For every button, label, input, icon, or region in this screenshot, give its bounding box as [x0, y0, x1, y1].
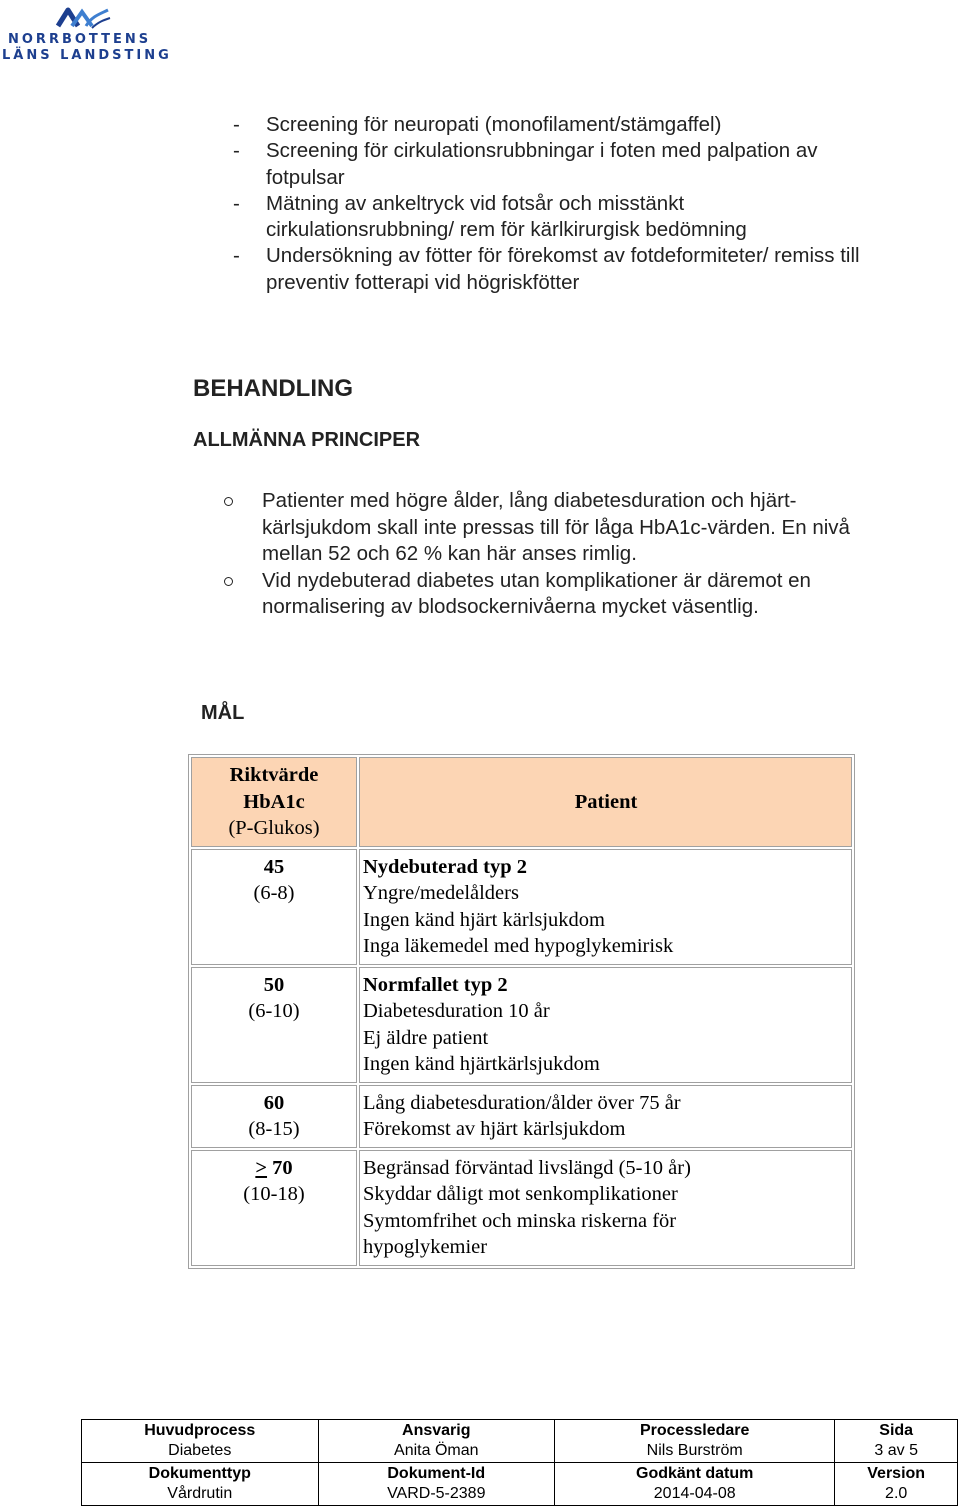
patient-cell [359, 967, 852, 1083]
patient-line: Ingen känd hjärt kärlsjukdom [363, 908, 605, 931]
goal-table [188, 754, 855, 1269]
target-cell [191, 1085, 357, 1148]
patient-category: Nydebuterad typ 2 [363, 855, 528, 878]
list-item-text: Vid nydebuterad diabetes utan komplikationer är däremot en normalisering av blodsockernivåerna mycket väsentlig. [262, 568, 811, 619]
list-item [233, 138, 873, 191]
header-patient: Patient [359, 757, 852, 847]
target-cell [191, 1150, 357, 1266]
dash-marker: - [233, 244, 240, 268]
footer-row [82, 1463, 958, 1506]
header-text: Riktvärde [229, 764, 319, 786]
target-value: 50 [263, 973, 285, 996]
target-cell [191, 967, 357, 1083]
target-value: 60 [263, 1091, 285, 1114]
bullet-icon [224, 577, 233, 586]
target-range: (8-15) [248, 1118, 300, 1140]
footer-label: Dokumenttyp [148, 1465, 251, 1482]
patient-line: Ingen känd hjärtkärlsjukdom [363, 1053, 600, 1075]
footer-value: VARD-5-2389 [387, 1485, 486, 1502]
patient-line: hypoglykemier [363, 1236, 488, 1258]
target-value-wrap [194, 1155, 354, 1182]
table-header-row [191, 757, 852, 847]
list-item [233, 112, 873, 138]
table-row [191, 967, 852, 1083]
list-item-text: Screening för cirkulationsrubbningar i foten med palpation av fotpulsar [266, 139, 818, 189]
bullet-icon [224, 497, 233, 506]
organization-logo [0, 0, 170, 70]
list-item [222, 488, 862, 568]
goal-heading: MÅL [201, 702, 245, 724]
patient-line: Skyddar dåligt mot senkomplikationer [363, 1183, 678, 1205]
header-text: HbA1c [243, 790, 305, 813]
patient-line: Begränsad förväntad livslängd (5-10 år) [363, 1156, 691, 1179]
dash-marker: - [233, 139, 240, 163]
target-range: (6-10) [248, 1000, 300, 1022]
logo-text-line2: LÄNS LANDSTING [2, 48, 172, 63]
footer-cell-leader [555, 1420, 835, 1463]
footer-label: Huvudprocess [144, 1422, 256, 1439]
patient-cell [359, 1150, 852, 1266]
footer-value: 3 av 5 [874, 1442, 918, 1459]
list-item [233, 191, 873, 244]
patient-cell [359, 849, 852, 965]
screening-list [233, 112, 873, 296]
target-value-prefix: > [255, 1156, 268, 1179]
footer-cell-responsible [318, 1420, 555, 1463]
target-range: (6-8) [253, 882, 295, 904]
footer-value: Anita Öman [394, 1442, 479, 1459]
document-footer [81, 1419, 958, 1506]
dash-marker: - [233, 113, 240, 136]
footer-cell-docid [318, 1463, 555, 1506]
patient-line: Inga läkemedel med hypoglykemirisk [363, 935, 674, 957]
table-row [191, 1085, 852, 1148]
section-subheading: ALLMÄNNA PRINCIPER [193, 429, 421, 451]
table-row [191, 1150, 852, 1266]
footer-value: 2.0 [885, 1485, 908, 1502]
logo-mark-icon [52, 4, 112, 32]
patient-line: Diabetesduration 10 år [363, 1000, 550, 1022]
table-row [191, 849, 852, 965]
principles-list [222, 488, 862, 621]
footer-label: Godkänt datum [636, 1465, 754, 1482]
footer-label: Version [867, 1465, 926, 1482]
footer-label: Dokument-Id [387, 1465, 486, 1482]
patient-line: Lång diabetesduration/ålder över 75 år [363, 1091, 681, 1114]
patient-line: Symtomfrihet och minska riskerna för [363, 1209, 677, 1232]
list-item [222, 568, 862, 621]
footer-row [82, 1420, 958, 1463]
footer-label: Ansvarig [402, 1422, 471, 1439]
target-value: 70 [267, 1156, 293, 1179]
list-item-text: Undersökning av fötter för förekomst av fotdeformiteter/ remiss till preventiv fotterapi vid högriskfötter [266, 244, 860, 294]
patient-line: Ej äldre patient [363, 1026, 489, 1049]
section-heading: BEHANDLING [193, 375, 353, 402]
patient-line: Förekomst av hjärt kärlsjukdom [363, 1118, 626, 1140]
footer-value: 2014-04-08 [653, 1485, 736, 1502]
list-item-text: Screening för neuropati (monofilament/stämgaffel) [266, 113, 722, 136]
footer-label: Processledare [639, 1422, 750, 1439]
footer-cell-approved [555, 1463, 835, 1506]
header-text: (P-Glukos) [228, 817, 320, 839]
target-range: (10-18) [243, 1183, 305, 1205]
footer-cell-page [835, 1420, 958, 1463]
footer-cell-process [82, 1420, 319, 1463]
list-item-text: Mätning av ankeltryck vid fotsår och misstänkt cirkulationsrubbning/ rem för kärlkirurgisk bedömning [266, 191, 747, 242]
logo-text-line1: NORRBOTTENS [8, 32, 152, 47]
list-item-text: Patienter med högre ålder, lång diabetesduration och hjärt-kärlsjukdom skall inte pressas till för låga HbA1c-värden. En nivå mellan 52 och 62 % kan här anses rimlig. [262, 489, 850, 566]
patient-line: Yngre/medelålders [363, 882, 519, 904]
header-target-value [191, 757, 357, 847]
footer-cell-version [835, 1463, 958, 1506]
list-item [233, 243, 873, 296]
footer-label: Sida [879, 1422, 914, 1439]
footer-cell-doctype [82, 1463, 319, 1506]
footer-value: Nils Burström [646, 1442, 743, 1459]
footer-value: Vårdrutin [167, 1485, 233, 1502]
patient-cell [359, 1085, 852, 1148]
target-value: 45 [263, 855, 285, 878]
target-cell [191, 849, 357, 965]
footer-value: Diabetes [168, 1442, 232, 1459]
patient-category: Normfallet typ 2 [363, 973, 508, 996]
dash-marker: - [233, 191, 240, 215]
